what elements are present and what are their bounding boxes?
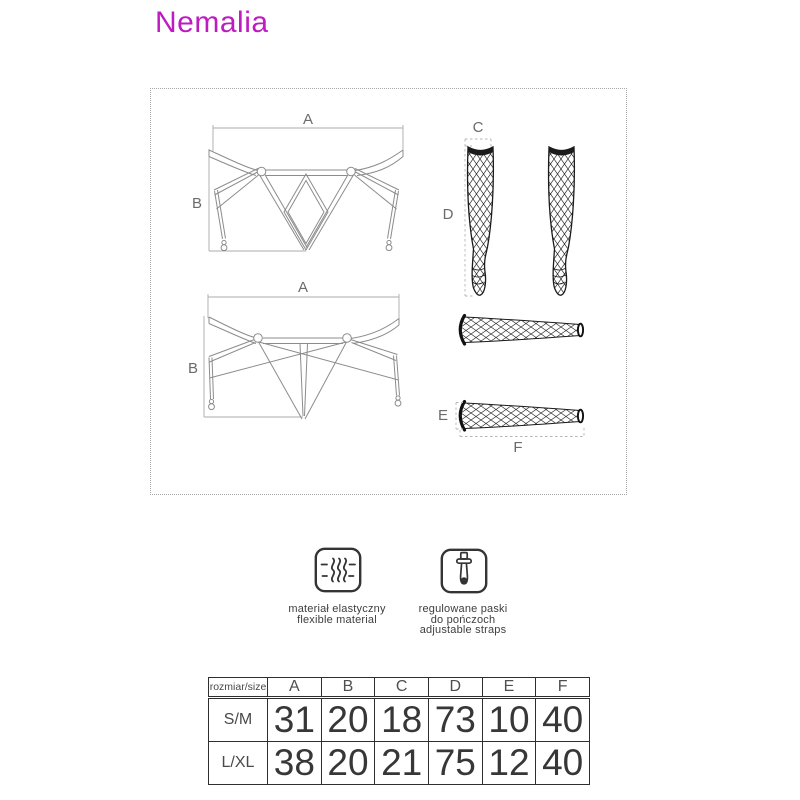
elastic-material-icon [314,547,362,593]
column-header-f: F [536,678,590,697]
garter-belt-back-diagram [188,279,401,419]
table-row-lxl [209,742,590,785]
dimension-label-e: E [437,407,449,424]
dimension-label-d: D [442,206,454,223]
table-cell: 21 [375,742,429,785]
size-table [208,698,590,785]
stockings-diagram [443,119,575,296]
column-header-b: B [321,678,375,697]
table-cell: 18 [375,699,429,742]
spec-diagram-box [150,88,627,495]
page-title: Nemalia [155,6,269,39]
stocking-sleeve-diagram [438,316,584,457]
dimension-label-a-front: A [302,111,314,128]
caption-line: materiał elastyczny [288,603,386,615]
table-cell: 10 [482,699,536,742]
dimension-label-b-front: B [191,195,203,212]
column-header-d: D [428,678,482,697]
stocking-left [468,147,494,295]
size-label: L/XL [209,742,268,785]
caption-line: flexible material [297,613,377,626]
table-cell: 40 [536,742,590,785]
garter-clip-icon [221,240,227,250]
technical-drawing [151,89,626,494]
caption-line: adjustable straps [419,624,507,636]
dimension-label-c: C [472,119,484,136]
table-row-sm [209,699,590,742]
dimension-label-a-back: A [297,279,309,296]
table-cell: 31 [268,699,322,742]
size-label: S/M [209,699,268,742]
table-cell: 20 [321,742,375,785]
stocking-right [549,147,575,295]
table-cell: 75 [428,742,482,785]
dimension-label-f: F [513,439,523,456]
size-table-header [208,677,590,697]
table-cell: 20 [321,699,375,742]
table-header-row [209,678,590,697]
garter-clip-icon [395,396,401,406]
column-header-size: rozmiar/size [209,678,268,697]
table-cell: 73 [428,699,482,742]
column-header-a: A [268,678,322,697]
feature-caption-straps [388,604,538,636]
table-cell: 38 [268,742,322,785]
sleeve-top [460,316,583,345]
table-cell: 12 [482,742,536,785]
column-header-c: C [375,678,429,697]
garter-clip-icon [386,240,392,250]
garter-belt-front-diagram [192,111,403,251]
table-cell: 40 [536,699,590,742]
adjustable-straps-icon [440,548,488,594]
garter-clip-icon [209,399,215,409]
caption-line: do pończoch [430,613,496,626]
column-header-e: E [482,678,536,697]
caption-line: regulowane paski [418,603,508,615]
dimension-label-b-back: B [187,360,199,377]
sleeve-bottom [460,402,583,431]
